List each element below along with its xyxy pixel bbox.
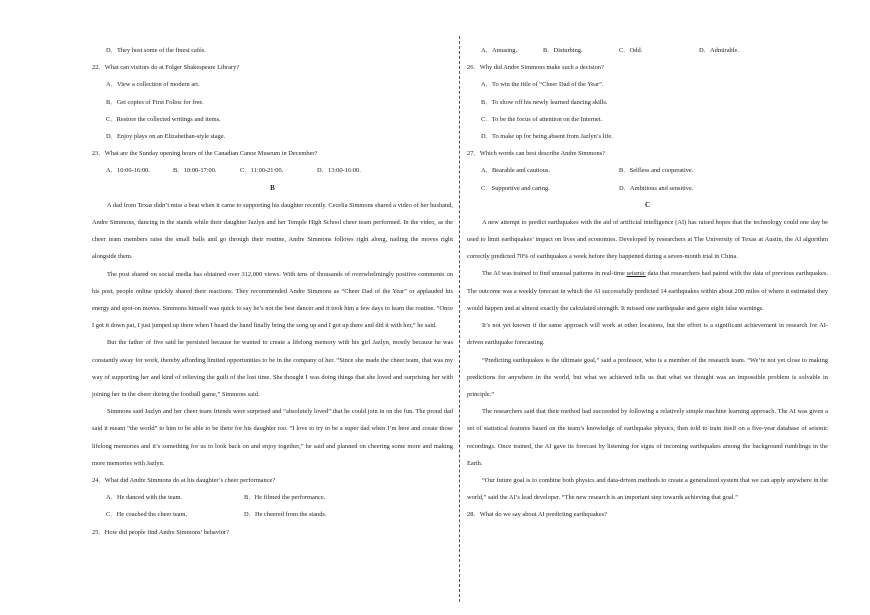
q28-stem: 28．What do we say about AI predicting earthquakes? bbox=[467, 511, 608, 519]
left-column bbox=[92, 42, 453, 541]
q22-option-c: C．Restore the collected writings and items. bbox=[106, 115, 221, 123]
q23-options bbox=[92, 162, 453, 179]
q22-option-d: D．Enjoy plays on an Elizabethan-style stage. bbox=[106, 132, 226, 140]
q22-option-a: A．View a collection of modern art. bbox=[106, 81, 200, 89]
section-c-heading: C bbox=[644, 200, 651, 209]
q27-option-c: C．Supportive and caring. bbox=[481, 184, 550, 192]
passage-b-paragraph-3: But the father of five said he persisted because he wanted to create a lifelong memory with his girl Jazlyn, mostly because he was constantly away for work, thereby affording limited opportunities to be in the company of her. “Since she made the cheer team, that was my way of supporting her and kind of relieving the guilt of the lost time. She thought I was doing things that she loved and surprising her with joining her in the cheer during the football game,” Simmons said. bbox=[92, 339, 453, 398]
right-column bbox=[467, 42, 828, 524]
q26-option-c: C．To be the focus of attention on the Internet. bbox=[481, 115, 603, 123]
q24-option-d: D．He cheered from the stands. bbox=[244, 511, 327, 519]
column-divider bbox=[459, 36, 460, 602]
q27-options-row-2 bbox=[467, 180, 828, 197]
q22-option-b: B．Get copies of First Folios for free. bbox=[106, 98, 204, 106]
q25-stem: 25．How did people find Andre Simmons’ behavior? bbox=[92, 528, 229, 536]
q23-option-b: B．10:00-17:00. bbox=[173, 167, 217, 175]
passage-c-paragraph-5: The researchers said that their method had succeeded by following a relatively simple machine learning approach. The AI was given a set of statistical features based on the team’s knowledge of earthquake physics, then told to train itself on a five-year database of seismic recordings. Once trained, the AI gave its forecast by listening for signs of incoming earthquakes among the background rumblings in the Earth. bbox=[467, 408, 828, 467]
q26-option-b: B．To show off his newly learned dancing skills. bbox=[481, 98, 608, 106]
passage-c-p2-rest: data that researchers had paired with the data of previous earthquakes. The outcome was a weekly forecast in which the AI successfully predicted 14 earthquakes within about 200 miles of where it estimated they would happen and at almost exactly the calculated strength. It missed one earthquake and gave eight false warnings. bbox=[467, 270, 828, 312]
passage-b-paragraph-1: A dad from Texas didn’t miss a beat when it came to supporting his daughter recently. Cecelia Simmons shared a video of her husband, Andre Simmons, dancing in the stands while their daughter Jazlyn and her Temple High School cheer team performed. In the video, as the cheer team members raise the small balls and go through their routine, Andre Simmons follows right along, nailing the moves right alongside them. bbox=[92, 201, 453, 261]
underlined-word-seismic: seismic bbox=[626, 270, 646, 278]
q22-stem: 22．What can visitors do at Folger Shakespeare Library? bbox=[92, 64, 240, 72]
passage-c-p2-start: The AI was trained to find unusual patterns in real-time bbox=[482, 270, 625, 278]
passage-c-paragraph-3: It’s not yet known if the same approach will work at other locations, but the effort is a significant achievement in research for AI-driven earthquake forecasting. bbox=[467, 322, 828, 347]
q23-option-a: A．10:00-16:00. bbox=[106, 167, 150, 175]
q27-option-b: B．Selfless and cooperative. bbox=[619, 167, 694, 175]
q25-option-c: C．Odd. bbox=[619, 47, 643, 54]
passage-c-paragraph-6: “Our future goal is to combine both physics and data-driven methods to create a generalized system that we can apply anywhere in the world,” said the AI’s lead developer. “The new research is an important step towards achieving that goal.” bbox=[467, 476, 828, 502]
section-b-heading: B bbox=[270, 183, 275, 192]
q25-options bbox=[467, 42, 828, 59]
q27-stem: 27．Which words can best describe Andre Simmons? bbox=[467, 150, 606, 158]
q24-options-row-2 bbox=[92, 506, 453, 523]
q25-option-b: B．Disturbing. bbox=[543, 47, 583, 54]
q27-options-row-1 bbox=[467, 162, 828, 179]
passage-b-paragraph-4: Simmons said Jazlyn and her cheer team friends were surprised and “absolutely loved” that he could join in on the fun. The proud dad said it meant “the world” to him to be able to be there for his daughter too. “I love to try to be a super dad when I’m here and create those lifelong memories and it’s something for us to look back on and enjoy together,” he said and planned on cheering some more and making more memories with Jazlyn. bbox=[92, 408, 453, 467]
q26-stem: 26．Why did Andre Simmons make such a decision? bbox=[467, 64, 604, 72]
q24-option-b: B．He filmed the performance. bbox=[244, 494, 326, 502]
passage-c-paragraph-4: “Predicting earthquakes is the ultimate goal,” said a professor, who is a member of the research team. “We’re not yet close to making predictions for anywhere in the world, but what we achieved tells us that what we thought was an impossible problem is solvable in principle.” bbox=[467, 356, 828, 398]
q23-stem: 23．What are the Sunday opening hours of the Canadian Canoe Museum in December? bbox=[92, 150, 318, 158]
q27-option-a: A．Bearable and cautious. bbox=[481, 167, 551, 175]
q24-stem: 24．What did Andre Simmons do at his daughter’s cheer performance? bbox=[92, 476, 276, 484]
passage-c-paragraph-1: A new attempt to predict earthquakes with the aid of artificial intelligence (AI) has raised hopes that the technology could one day be used to limit earthquakes’ impact on lives and economies. Developed by researchers at The University of Texas at Austin, the AI algorithm correctly predicted 70% of earthquakes a week before they happened during a seven-month trial in China. bbox=[467, 218, 828, 261]
q25-option-d: D．Admirable. bbox=[699, 47, 739, 54]
q24-options-row-1 bbox=[92, 489, 453, 506]
q26-option-d: D．To make up for being absent from Jazlyn’s life. bbox=[481, 132, 613, 140]
q21-option-d: D．They host some of the finest cafés. bbox=[106, 47, 206, 54]
passage-c-paragraph-2 bbox=[467, 265, 828, 317]
q24-option-c: C．He coached the cheer team. bbox=[106, 511, 188, 519]
q27-option-d: D．Ambitious and sensitive. bbox=[619, 184, 694, 192]
q24-option-a: A．He danced with the team. bbox=[106, 494, 183, 502]
q23-option-c: C．11:00-21:00. bbox=[240, 167, 284, 175]
q23-option-d: D．13:00-16:00. bbox=[317, 167, 361, 175]
passage-b-paragraph-2: The post shared on social media has obtained over 312,000 views. With tens of thousands of overwhelmingly positive comments on his post, people online quickly shared their reactions. They recommended Andre Simmons as “Cheer Dad of the Year” or applauded his energy and spot-on moves. Simmons himself was quick to say he’s not the best dancer and it took him a few days to learn the routine. “Once I got it down pat, I just jumped up there when I heard the band finally bring the song up and I got up there and did it with her,” he said. bbox=[92, 270, 453, 330]
q26-option-a: A．To win the title of “Cheer Dad of the Year”. bbox=[481, 81, 604, 89]
q25-option-a: A．Amusing. bbox=[481, 47, 518, 54]
